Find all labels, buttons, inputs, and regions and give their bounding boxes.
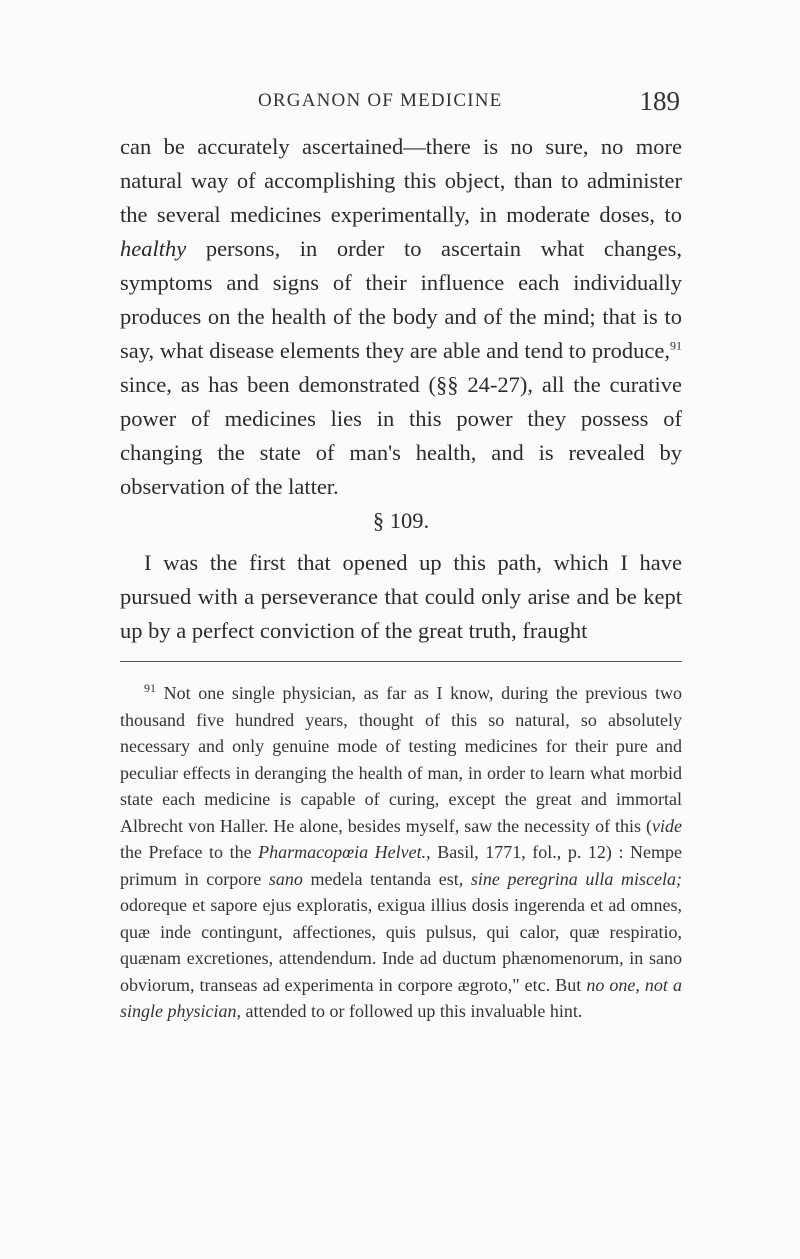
paragraph1-text-2: persons, in order to ascertain what changes, symptoms and signs of their influence each individually produces on the health of the body and of the mind; that is to say, what disease elements they are able and tend to produce,: [120, 236, 682, 363]
emphasis-vide: vide: [652, 815, 682, 836]
footnote-divider: [120, 661, 682, 662]
section-heading: § 109.: [372, 508, 430, 533]
section-paragraph: I was the first that opened up this path, which I have pursued with a perseverance that could only arise and be kept up by a perfect conviction of the great truth, fraught: [120, 550, 682, 643]
emphasis-sano: sano: [268, 868, 303, 889]
paragraph1-text-1: can be accurately ascertained—there is no sure, no more natural way of accomplishing this object, than to administer the several medicines experimentally, in moderate doses, to: [120, 134, 682, 227]
footnote-reference: 91: [670, 338, 682, 353]
paragraph1-text-3: since, as has been demonstrated (§§ 24-27), all the curative power of medicines lies in this power they possess of changing the state of man's health, and is revealed by observation of the latter.: [120, 372, 682, 499]
footnote-text-1: Not one single physician, as far as I know, during the previous two thousand five hundred years, thought of this so natural, so absolutely necessary and only genuine mode of testing medicines for their pure and peculiar effects in deranging the health of man, in order to learn what morbid state each medicine is capable of curing, except the great and immortal Albrecht von Haller. He alone, besides myself, saw the necessity of this (: [120, 683, 682, 836]
footnote: [120, 680, 682, 1025]
footnote-text-5: odoreque et sapore ejus exploratis, exigua illius dosis ingerenda et ad omnes, quæ inde contingunt, affectiones, quis pulsus, qui calor, quæ respiratio, quænam excretiones, attendendum. Inde ad ductum phænomenorum, in sano obviorum, transeas ad experimenta in corpore ægroto," etc. But: [120, 895, 682, 995]
footnote-text-3: , Basil, 1771, fol., p. 12) : Nempe primum in corpore: [120, 842, 682, 889]
emphasis-healthy: healthy: [120, 236, 187, 261]
paragraph-continuation: [120, 130, 682, 504]
footnote-text-2: the Preface to the: [120, 842, 259, 862]
running-title: ORGANON OF MEDICINE: [258, 90, 503, 111]
emphasis-no-one: no one, not a single physician,: [120, 974, 682, 1021]
page-number: 189: [639, 86, 680, 116]
running-head: [258, 86, 680, 116]
footnote-text-4: medela tentanda est,: [302, 868, 471, 889]
footnote-text-6: attended to or followed up this invaluable hint.: [240, 1001, 583, 1021]
emphasis-sine-peregrina: sine peregrina ulla miscela;: [470, 868, 683, 889]
footnote-marker: 91: [144, 681, 156, 695]
emphasis-pharmacopoeia: Pharmacopœia Helvet.: [258, 842, 427, 862]
